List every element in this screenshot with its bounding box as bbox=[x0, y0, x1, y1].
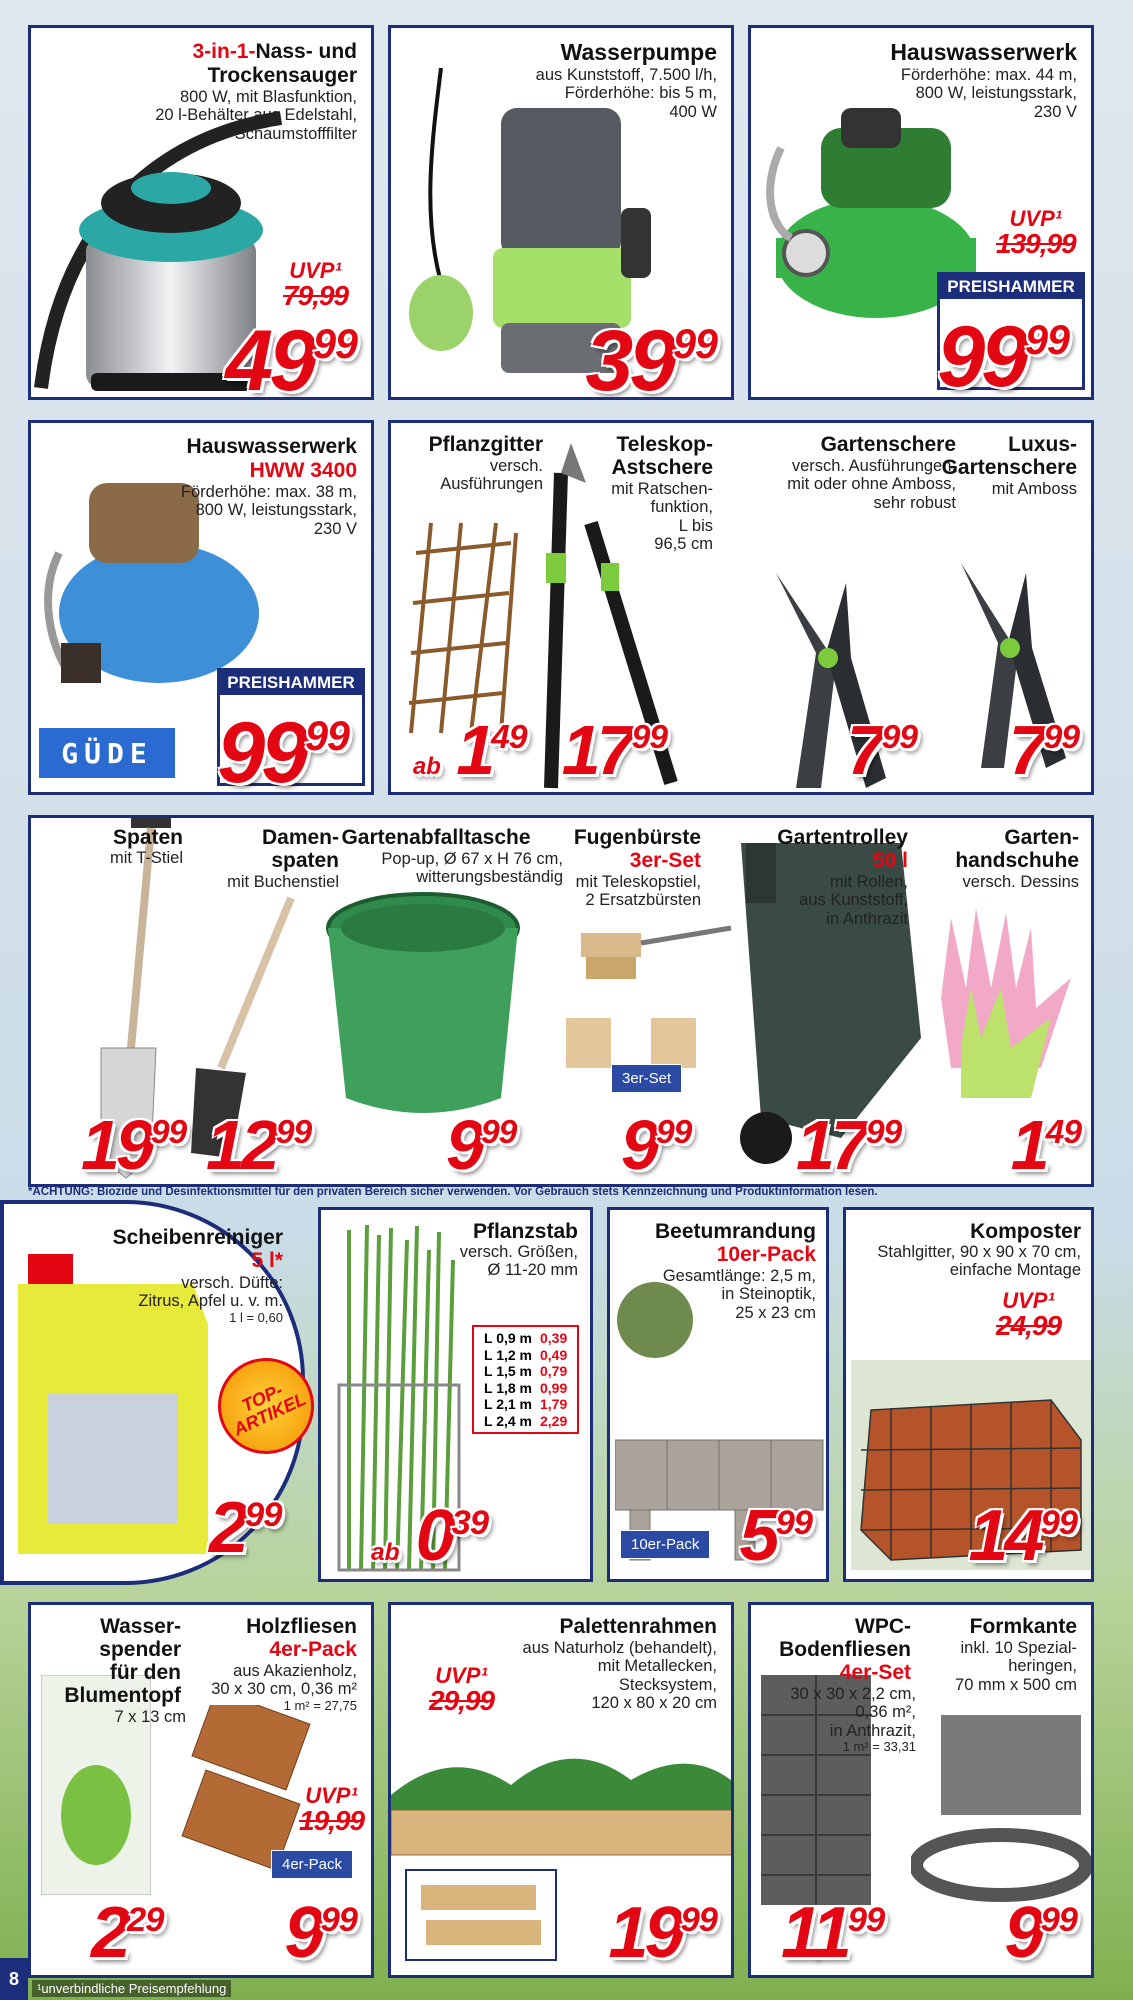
price-tag: ab $1^{49}$ bbox=[413, 711, 527, 789]
product-title: Gartentrolley bbox=[777, 826, 908, 849]
product-title: WPC- bbox=[855, 1615, 911, 1638]
product-title: Nass- und bbox=[255, 40, 357, 63]
desc-line: 1 l = 0,60 bbox=[229, 1309, 283, 1325]
product-title: Komposter bbox=[970, 1220, 1081, 1243]
pack-badge: 4er-Pack bbox=[271, 1850, 353, 1879]
uvp-footnote: ¹unverbindliche Preisempfehlung bbox=[32, 1980, 231, 1997]
product-title: Hauswasserwerk bbox=[186, 435, 357, 458]
desc-line: Gesamtlänge: 2,5 m, bbox=[662, 1267, 816, 1285]
desc-line: sehr robust bbox=[873, 493, 956, 512]
product-title: Formkante bbox=[969, 1615, 1077, 1638]
desc-line: Schaumstofffilter bbox=[234, 124, 357, 143]
price-tag: $17^{99}$ bbox=[796, 1106, 902, 1184]
uvp-old-price: 79,99 bbox=[283, 280, 349, 311]
offer-palettenrahmen[interactable] bbox=[388, 1602, 734, 1978]
product-title: Fugenbürste bbox=[573, 826, 701, 849]
uvp-old-price: 24,99 bbox=[996, 1310, 1062, 1341]
plant-trellis-image bbox=[401, 513, 521, 743]
desc-line: Ø 11-20 mm bbox=[487, 1261, 578, 1280]
product-title-2: spender bbox=[99, 1638, 181, 1661]
desc-line: aus Akazienholz, bbox=[233, 1662, 357, 1680]
uvp-block bbox=[283, 260, 348, 310]
desc-line: versch. Dessins bbox=[962, 873, 1079, 891]
desc-line: 1 m² = 27,75 bbox=[283, 1697, 357, 1713]
price-tag: $99^{99}$ bbox=[937, 309, 1069, 400]
product-title: Scheibenreiniger bbox=[112, 1226, 283, 1249]
title-red: 4er-Pack bbox=[269, 1638, 357, 1661]
desc-line: Zitrus, Apfel u. v. m. bbox=[138, 1292, 283, 1311]
product-title: Hauswasserwerk bbox=[890, 39, 1077, 65]
desc-line: 800 W, mit Blasfunktion, bbox=[180, 88, 357, 106]
price-tag: $9^{99}$ bbox=[284, 1893, 357, 1973]
product-title-4: Blumentopf bbox=[64, 1684, 181, 1707]
preishammer-label: PREISHAMMER bbox=[220, 671, 362, 695]
product-title: Gartenabfalltasche bbox=[341, 826, 531, 849]
product-title-3: für den bbox=[109, 1661, 181, 1684]
price-tag: $9^{99}$ bbox=[446, 1106, 517, 1184]
price-cell: 2,29 bbox=[540, 1412, 568, 1429]
title-red: 50 l bbox=[872, 849, 908, 872]
offer-wasserpumpe[interactable] bbox=[388, 25, 734, 400]
price-cell: 0,49 bbox=[540, 1346, 568, 1363]
desc-line: mit Rollen, bbox=[830, 873, 908, 891]
product-title: Pflanzstab bbox=[472, 1220, 578, 1243]
desc-line: 96,5 cm bbox=[654, 535, 713, 554]
desc-line: 30 x 30 x 2,2 cm, bbox=[790, 1685, 916, 1703]
desc-line: 1 m² = 33,31 bbox=[842, 1739, 916, 1755]
title-red: HWW 3400 bbox=[249, 459, 357, 482]
title-red: 4er-Set bbox=[839, 1661, 911, 1684]
price-tag: $11^{99}$ bbox=[781, 1893, 885, 1973]
price-cell: 0,79 bbox=[540, 1363, 568, 1380]
table-row bbox=[480, 1396, 571, 1413]
pack-badge: 3er-Set bbox=[611, 1064, 682, 1093]
desc-line: mit Amboss bbox=[991, 480, 1077, 498]
desc-line: in Anthrazit bbox=[826, 909, 908, 928]
desc-line: 20 l-Behälter aus Edelstahl, bbox=[155, 106, 357, 125]
price-cell: 0,99 bbox=[540, 1379, 568, 1396]
offer-wpc-formkante bbox=[748, 1602, 1094, 1978]
garden-supplies-group bbox=[28, 815, 1094, 1187]
product-title: Wasser- bbox=[100, 1615, 181, 1638]
size-cell: L 1,2 m bbox=[484, 1346, 532, 1363]
price-tag: $17^{99}$ bbox=[561, 711, 667, 789]
desc-line: mit Ratschen- bbox=[611, 480, 713, 498]
biocide-warning: *ACHTUNG: Biozide und Desinfektionsmittel für den privaten Bereich sicher verwenden. Vor Gebrauch stets Kennzeichnung und Produktinformation lesen. bbox=[28, 1186, 878, 1198]
table-row bbox=[480, 1330, 571, 1347]
product-title: Holzfliesen bbox=[246, 1615, 357, 1638]
desc-line: 120 x 80 x 20 cm bbox=[591, 1694, 717, 1713]
preishammer-label: PREISHAMMER bbox=[940, 275, 1082, 299]
desc-line: Förderhöhe: max. 38 m, bbox=[180, 483, 357, 501]
price-tag: $39^{99}$ bbox=[585, 313, 717, 400]
desc-line: einfache Montage bbox=[949, 1261, 1081, 1280]
price-tag: $1^{49}$ bbox=[1010, 1106, 1081, 1184]
uvp-block bbox=[996, 1290, 1061, 1340]
price-tag: $19^{99}$ bbox=[608, 1893, 717, 1973]
desc-line: 30 x 30 cm, 0,36 m² bbox=[211, 1680, 357, 1699]
price-tag: $99^{99}$ bbox=[217, 705, 349, 795]
table-row bbox=[480, 1380, 571, 1397]
desc-line: L bis bbox=[678, 516, 713, 535]
title-red: 3er-Set bbox=[629, 849, 701, 872]
desc-line: aus Naturholz (behandelt), bbox=[522, 1639, 717, 1657]
product-title-2: Astschere bbox=[611, 456, 713, 479]
product-title: Damen- bbox=[261, 826, 339, 849]
desc-line: mit T-Stiel bbox=[109, 849, 183, 867]
product-title-2: spaten bbox=[271, 849, 339, 872]
size-cell: L 2,1 m bbox=[484, 1396, 532, 1413]
desc-line: Stecksystem, bbox=[618, 1675, 717, 1694]
uvp-old-price: 139,99 bbox=[996, 228, 1076, 259]
title-red: 5 l* bbox=[251, 1249, 283, 1272]
desc-line: Stahlgitter, 90 x 90 x 70 cm, bbox=[877, 1243, 1081, 1261]
garden-tools-group bbox=[388, 420, 1094, 795]
size-cell: L 0,9 m bbox=[484, 1330, 532, 1346]
price-tag: $2^{99}$ bbox=[209, 1488, 282, 1568]
uvp-old-price: 29,99 bbox=[429, 1685, 495, 1716]
desc-line: aus Kunststoff, 7.500 l/h, bbox=[535, 66, 717, 84]
uvp-block bbox=[996, 208, 1076, 258]
size-cell: L 1,8 m bbox=[484, 1379, 532, 1396]
desc-line: 25 x 23 cm bbox=[735, 1303, 816, 1322]
price-tag: $9^{99}$ bbox=[1004, 1893, 1077, 1973]
price-tag: $12^{99}$ bbox=[206, 1106, 312, 1184]
uvp-label: UVP¹ bbox=[1009, 206, 1063, 231]
product-title: Pflanzgitter bbox=[428, 433, 543, 456]
title-red: 3-in-1- bbox=[192, 40, 256, 63]
price-size-table bbox=[472, 1325, 579, 1434]
product-title: Beetumrandung bbox=[654, 1220, 816, 1243]
desc-line: 230 V bbox=[1033, 102, 1077, 121]
product-title-2: handschuhe bbox=[955, 849, 1079, 872]
price-tag: ab $0^{39}$ bbox=[371, 1496, 489, 1576]
offer-komposter[interactable] bbox=[843, 1207, 1094, 1582]
table-row bbox=[480, 1363, 571, 1380]
price-tag: $7^{99}$ bbox=[1008, 711, 1079, 789]
desc-line: in Steinoptik, bbox=[721, 1285, 816, 1304]
size-cell: L 1,5 m bbox=[484, 1363, 532, 1380]
product-title: Garten- bbox=[1004, 826, 1079, 849]
desc-line: versch. Größen, bbox=[459, 1243, 578, 1261]
garden-gloves-image bbox=[921, 898, 1094, 1108]
top-artikel-badge: TOP-ARTIKEL bbox=[202, 1342, 330, 1470]
garden-bag-image bbox=[316, 888, 531, 1128]
desc-line: heringen, bbox=[1008, 1657, 1077, 1676]
product-title: Gartenschere bbox=[820, 433, 956, 456]
desc-line: 800 W, leistungsstark, bbox=[195, 501, 357, 520]
desc-line: aus Kunststoff, bbox=[799, 891, 908, 910]
page-number: 8 bbox=[0, 1958, 28, 2000]
desc-line: 230 V bbox=[313, 519, 357, 538]
price-tag: $7^{99}$ bbox=[846, 711, 917, 789]
desc-line: Förderhöhe: max. 44 m, bbox=[900, 66, 1077, 84]
desc-line: mit Buchenstiel bbox=[227, 873, 339, 891]
product-title: Palettenrahmen bbox=[559, 1615, 717, 1638]
desc-line: funktion, bbox=[650, 498, 713, 517]
desc-line: 7 x 13 cm bbox=[114, 1708, 186, 1726]
desc-line: versch. bbox=[489, 457, 543, 475]
uvp-label: UVP¹ bbox=[289, 258, 342, 283]
offer-nass-trockensauger[interactable] bbox=[28, 25, 374, 400]
price-cell: 0,39 bbox=[540, 1330, 568, 1346]
product-title: Spaten bbox=[112, 826, 183, 849]
desc-line: 2 Ersatzbürsten bbox=[585, 891, 701, 910]
product-title: Luxus- bbox=[1008, 433, 1077, 456]
desc-line: Pop-up, Ø 67 x H 76 cm, bbox=[381, 850, 563, 868]
price-tag: $5^{99}$ bbox=[739, 1496, 812, 1576]
joint-brush-image bbox=[561, 913, 741, 1073]
desc-line: inkl. 10 Spezial- bbox=[960, 1639, 1077, 1657]
desc-line: in Anthrazit, bbox=[829, 1721, 916, 1740]
price-tag: $19^{99}$ bbox=[81, 1106, 187, 1184]
lawn-edge-image bbox=[911, 1715, 1091, 1905]
desc-line: mit Metallecken, bbox=[597, 1657, 717, 1676]
uvp-label: UVP¹ bbox=[305, 1783, 358, 1808]
uvp-label: UVP¹ bbox=[1002, 1288, 1055, 1313]
product-title-2: Bodenfliesen bbox=[779, 1638, 911, 1661]
offer-hauswasserwerk-hww3400[interactable] bbox=[28, 420, 374, 795]
offer-wasserspender-holzfliesen bbox=[28, 1602, 374, 1978]
desc-line: versch. Ausführungen, bbox=[791, 457, 956, 475]
product-title-2: Gartenschere bbox=[941, 456, 1077, 479]
desc-line: 0,36 m², bbox=[855, 1703, 916, 1722]
uvp-label: UVP¹ bbox=[435, 1663, 488, 1688]
uvp-old-price: 19,99 bbox=[299, 1805, 365, 1836]
desc-line: 800 W, leistungsstark, bbox=[915, 84, 1077, 103]
price-cell: 1,79 bbox=[540, 1396, 568, 1413]
desc-line: witterungsbeständig bbox=[416, 868, 563, 887]
desc-line: Ausführungen bbox=[440, 475, 543, 494]
desc-line: versch. Düfte: bbox=[181, 1274, 283, 1292]
pack-badge: 10er-Pack bbox=[620, 1530, 710, 1559]
table-row bbox=[480, 1413, 571, 1430]
product-title: Wasserpumpe bbox=[560, 39, 717, 65]
uvp-block bbox=[299, 1785, 364, 1835]
product-title-2: Trockensauger bbox=[207, 64, 357, 87]
product-title: Teleskop- bbox=[616, 433, 713, 456]
brand-logo: GÜDE bbox=[39, 728, 175, 778]
desc-line: mit oder ohne Amboss, bbox=[787, 475, 956, 494]
uvp-block bbox=[429, 1665, 494, 1715]
price-tag: $49^{99}$ bbox=[225, 313, 357, 400]
table-row bbox=[480, 1347, 571, 1364]
desc-line: mit Teleskopstiel, bbox=[575, 873, 701, 891]
price-tag: $14^{99}$ bbox=[968, 1496, 1077, 1576]
offer-beetumrandung[interactable] bbox=[607, 1207, 829, 1582]
desc-line: 400 W bbox=[669, 102, 717, 121]
price-tag: $9^{99}$ bbox=[621, 1106, 692, 1184]
desc-line: 70 mm x 500 cm bbox=[955, 1675, 1077, 1694]
title-red: 10er-Pack bbox=[716, 1243, 816, 1266]
size-cell: L 2,4 m bbox=[484, 1412, 532, 1429]
offer-hauswasserwerk-44m[interactable] bbox=[748, 25, 1094, 400]
desc-line: Förderhöhe: bis 5 m, bbox=[564, 84, 717, 103]
price-tag: $2^{29}$ bbox=[91, 1893, 164, 1973]
